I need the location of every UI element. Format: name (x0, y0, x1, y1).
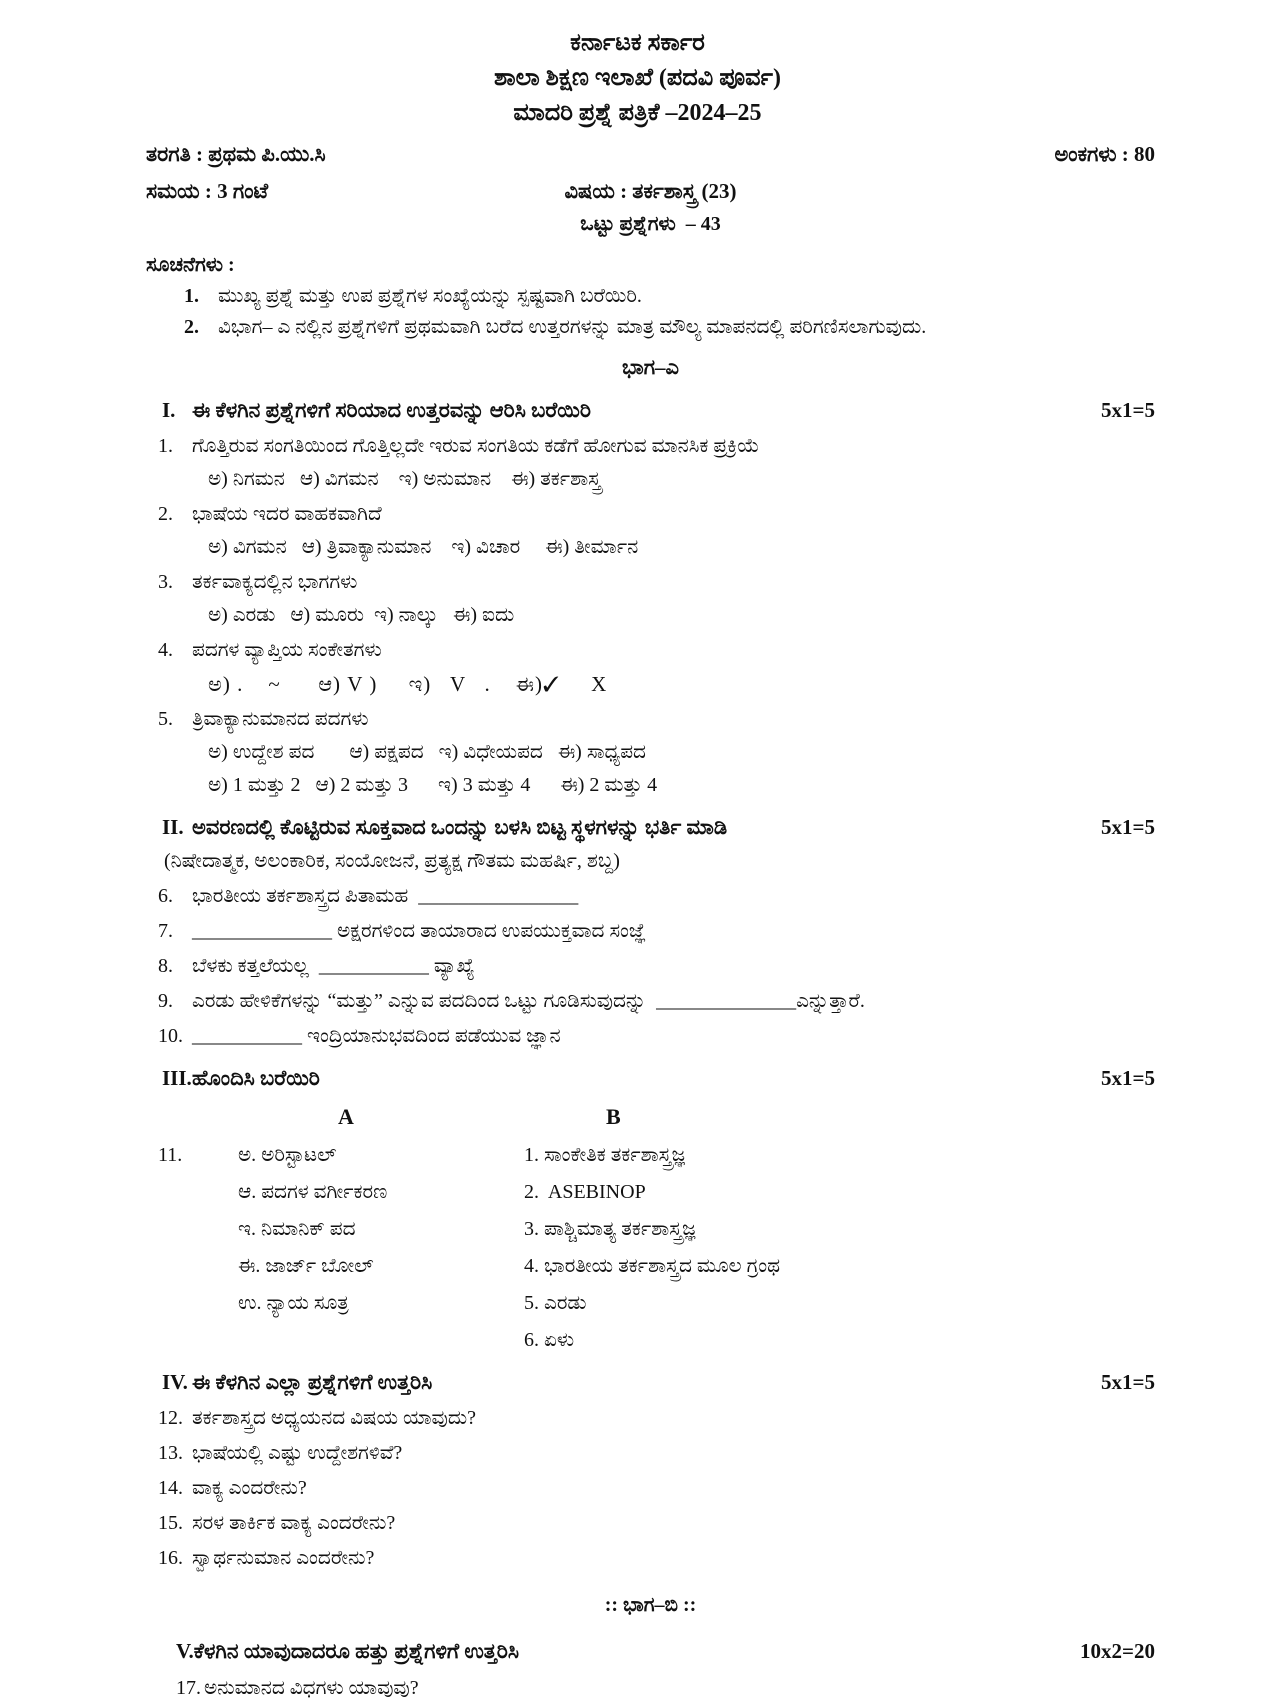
instructions-heading: ಸೂಚನೆಗಳು : (146, 254, 235, 277)
match-head-spacer (146, 1100, 196, 1134)
question-number: 17. (176, 1677, 201, 1700)
match-row (146, 1325, 1155, 1356)
question-number: 4. (158, 638, 173, 661)
section-2-heading (146, 811, 1155, 844)
question-row (146, 567, 1155, 598)
question-row (146, 635, 1155, 666)
instruction-text: ವಿಭಾಗ– ಎ ನಲ್ಲಿನ ಪ್ರಶ್ನೆಗಳಿಗೆ ಪ್ರಥಮವಾಗಿ ಬರೆದ ಉತ್ತರಗಳನ್ನು ಮಾತ್ರ ಮೌಲ್ಯ ಮಾಪನದಲ್ಲಿ ಪರಿಗಣಿಸಲಾಗುವುದು. (218, 316, 927, 339)
question-row (146, 1021, 1155, 1052)
question-text: ______________ ಅಕ್ಷರಗಳಿಂದ ತಾಯಾರಾದ ಉಪಯುಕ್ತವಾದ ಸಂಜ್ಞೆ (192, 919, 646, 942)
section-marks: 5x1=5 (1101, 398, 1155, 423)
question-number: 13. (158, 1441, 183, 1464)
column-a-item: ಆ. ಪದಗಳ ವರ್ಗೀಕರಣ (238, 1181, 388, 1204)
instructions-block (146, 250, 1155, 343)
question-row (146, 951, 1155, 982)
question-text: ಸ್ವಾರ್ಥನುಮಾನ ಎಂದರೇನು? (192, 1546, 375, 1569)
match-num-spacer (146, 1177, 196, 1208)
option-line: ಅ) 1 ಮತ್ತು 2 ಆ) 2 ಮತ್ತು 3 ಇ) 3 ಮತ್ತು 4 ಈ) 2 ಮತ್ತು 4 (208, 774, 658, 797)
instruction-number: 1. (184, 285, 199, 308)
word-bank: (ನಿಷೇದಾತ್ಮಕ, ಅಲಂಕಾರಿಕ, ಸಂಯೋಜನೆ, ಪ್ರತ್ಯಕ್ಷ ಗೌತಮ ಮಹರ್ಷಿ, ಶಬ್ದ) (164, 849, 620, 872)
question-text: ಸರಳ ತಾರ್ಕಿಕ ವಾಕ್ಯ ಎಂದರೇನು? (192, 1511, 396, 1534)
column-b-header: B (606, 1104, 621, 1130)
question-text: ಎರಡು ಹೇಳಿಕೆಗಳನ್ನು “ಮತ್ತು” ಎನ್ನುವ ಪದದಿಂದ ಒಟ್ಟು ಗೂಡಿಸುವುದನ್ನು ______________ಎನ್ನುತ್ತಾರೆ. (192, 989, 865, 1012)
match-row (146, 1214, 1155, 1245)
match-num-spacer (146, 1288, 196, 1319)
match-row (146, 1140, 1155, 1171)
option-line: ಅ) ಎರಡು ಆ) ಮೂರು ಇ) ನಾಲ್ಕು ಈ) ಐದು (208, 603, 515, 626)
column-a-item: ಇ. ನಿಮಾನಿಕ್ ಪದ (238, 1218, 356, 1241)
question-number: 1. (158, 434, 173, 457)
option-line: ಅ) ಉದ್ದೇಶ ಪದ ಆ) ಪಕ್ಷಪದ ಇ) ವಿಧೇಯಪದ ಈ) ಸಾಧ್ಯಪದ (208, 741, 646, 764)
question-number: 6. (158, 884, 173, 907)
column-a-header: A (338, 1104, 354, 1130)
question-number: 8. (158, 954, 173, 977)
question-row (146, 1508, 1155, 1539)
column-b-item: 1. ಸಾಂಕೇತಿಕ ತರ್ಕಶಾಸ್ತ್ರಜ್ಞ (524, 1144, 685, 1167)
question-text: ತರ್ಕವಾಕ್ಯದಲ್ಲಿನ ಭಾಗಗಳು (192, 570, 358, 593)
section-number: V. (176, 1638, 194, 1663)
column-b-item: 5. ಎರಡು (524, 1292, 587, 1315)
section-number: I. (162, 398, 176, 423)
question-text: ವಾಕ್ಯ ಎಂದರೇನು? (192, 1476, 307, 1499)
paper-header (0, 26, 1275, 130)
section-title: ಅವರಣದಲ್ಲಿ ಕೊಟ್ಟಿರುವ ಸೂಕ್ತವಾದ ಒಂದನ್ನು ಬಳಸಿ ಬಿಟ್ಟ ಸ್ಥಳಗಳನ್ನು ಭರ್ತಿ ಮಾಡಿ (192, 815, 728, 840)
match-row (146, 1288, 1155, 1319)
question-number: 9. (158, 989, 173, 1012)
section-title: ಈ ಕೆಳಗಿನ ಪ್ರಶ್ನೆಗಳಿಗೆ ಸರಿಯಾದ ಉತ್ತರವನ್ನು ಆರಿಸಿ ಬರೆಯಿರಿ (192, 398, 591, 423)
section-marks: 5x1=5 (1101, 1370, 1155, 1395)
question-text: ಭಾಷೆಯಲ್ಲಿ ಎಷ್ಟು ಉದ್ದೇಶಗಳಿವೆ? (192, 1441, 403, 1464)
question-row (146, 916, 1155, 947)
match-num-spacer (146, 1214, 196, 1245)
instruction-text: ಮುಖ್ಯ ಪ್ರಶ್ನೆ ಮತ್ತು ಉಪ ಪ್ರಶ್ನೆಗಳ ಸಂಖ್ಯೆಯನ್ನು ಸ್ಪಷ್ಟವಾಗಿ ಬರೆಯಿರಿ. (218, 285, 642, 308)
column-b-item: 4. ಭಾರತೀಯ ತರ್ಕಶಾಸ್ತ್ರದ ಮೂಲ ಗ್ರಂಥ (524, 1255, 781, 1278)
section-title: ಈ ಕೆಳಗಿನ ಎಲ್ಲಾ ಪ್ರಶ್ನೆಗಳಿಗೆ ಉತ್ತರಿಸಿ (192, 1370, 433, 1395)
question-text: ತರ್ಕಶಾಸ್ತ್ರದ ಅಧ್ಯಯನದ ವಿಷಯ ಯಾವುದು? (192, 1406, 476, 1429)
question-number: 14. (158, 1476, 183, 1499)
meta-row-2 (146, 175, 1155, 208)
section-5-heading (146, 1635, 1155, 1668)
question-row (146, 1543, 1155, 1574)
question-text: ಬೆಳಕು ಕತ್ತಲೆಯಲ್ಲ ___________ ವ್ಯಾಖ್ಯೆ (192, 954, 475, 977)
class-label: ತರಗತಿ : ಪ್ರಥಮ ಪಿ.ಯು.ಸಿ (146, 142, 326, 167)
part-a-heading: ಭಾಗ–ಎ (621, 355, 680, 380)
government-title: ಕರ್ನಾಟಕ ಸರ್ಕಾರ (570, 30, 705, 56)
column-a-item: ಅ. ಅರಿಸ್ಟಾಟಲ್ (238, 1144, 337, 1167)
column-a-empty (196, 1325, 496, 1356)
question-number: 7. (158, 919, 173, 942)
column-a-item: ಈ. ಜಾರ್ಜ್ ಬೋಲ್ (238, 1255, 374, 1278)
question-number: 5. (158, 708, 173, 731)
question-row (146, 431, 1155, 462)
question-row (146, 499, 1155, 530)
paper-title: ಮಾದರಿ ಪ್ರಶ್ನೆ ಪತ್ರಿಕೆ –2024–25 (513, 99, 762, 126)
option-line-symbols: ಅ) . ~ ಆ) V ) ಇ) V . ಈ)✓ X (208, 671, 608, 696)
question-text: ___________ ಇಂದ್ರಿಯಾನುಭವದಿಂದ ಪಡೆಯುವ ಜ್ಞಾನ (192, 1024, 561, 1047)
column-a-item: ಉ. ನ್ಯಾಯ ಸೂತ್ರ (238, 1292, 349, 1315)
section-number: IV. (162, 1370, 188, 1395)
total-questions-label: ಒಟ್ಟು ಪ್ರಶ್ನೆಗಳು – 43 (580, 213, 721, 236)
section-1-heading (146, 394, 1155, 427)
column-b-item: 3. ಪಾಶ್ಚಿಮಾತ್ಯ ತರ್ಕಶಾಸ್ತ್ರಜ್ಞ (524, 1218, 696, 1241)
match-row (146, 1251, 1155, 1282)
question-number: 11. (158, 1144, 183, 1167)
instruction-item (184, 281, 1155, 312)
department-title: ಶಾಲಾ ಶಿಕ್ಷಣ ಇಲಾಖೆ (ಪದವಿ ಪೂರ್ವ) (494, 64, 781, 91)
match-num-spacer (146, 1325, 196, 1356)
meta-row-1 (146, 138, 1155, 171)
max-marks-label: ಅಂಕಗಳು : 80 (1054, 142, 1155, 167)
question-number: 3. (158, 570, 173, 593)
match-row (146, 1177, 1155, 1208)
section-marks: 5x1=5 (1101, 1065, 1155, 1090)
question-text: ಭಾಷೆಯ ಇದರ ವಾಹಕವಾಗಿದೆ (192, 502, 382, 525)
matching-headers (146, 1100, 1155, 1134)
question-number: 16. (158, 1546, 183, 1569)
question-row (146, 986, 1155, 1017)
meta-spacer (737, 175, 1156, 208)
instruction-number: 2. (184, 316, 199, 339)
question-row (146, 704, 1155, 735)
instruction-item (184, 312, 1155, 343)
question-row (146, 1673, 1155, 1704)
time-label: ಸಮಯ : 3 ಗಂಟೆ (146, 178, 269, 203)
question-number: 12. (158, 1406, 183, 1429)
question-number: 2. (158, 502, 173, 525)
section-title: ಹೊಂದಿಸಿ ಬರೆಯಿರಿ (192, 1065, 320, 1090)
column-b-item: 2. ASEBINOP (524, 1181, 646, 1204)
matching-table (146, 1100, 1155, 1356)
section-number: III. (162, 1065, 192, 1090)
section-3-heading (146, 1062, 1155, 1095)
question-number: 15. (158, 1511, 183, 1534)
question-row (146, 1403, 1155, 1434)
part-b-heading: :: ಭಾಗ–ಬಿ :: (604, 1593, 697, 1616)
section-marks: 5x1=5 (1101, 815, 1155, 840)
section-4-heading (146, 1366, 1155, 1399)
option-line: ಅ) ವಿಗಮನ ಆ) ತ್ರಿವಾಕ್ಯಾನುಮಾನ ಇ) ವಿಚಾರ ಈ) ತೀರ್ಮಾನ (208, 535, 639, 558)
question-text: ಗೊತ್ತಿರುವ ಸಂಗತಿಯಿಂದ ಗೊತ್ತಿಲ್ಲದೇ ಇರುವ ಸಂಗತಿಯ ಕಡೆಗೆ ಹೋಗುವ ಮಾನಸಿಕ ಪ್ರಕ್ರಿಯೆ (192, 434, 760, 457)
question-text: ತ್ರಿವಾಕ್ಯಾನುಮಾನದ ಪದಗಳು (192, 708, 369, 731)
question-text: ಭಾರತೀಯ ತರ್ಕಶಾಸ್ತ್ರದ ಪಿತಾಮಹ ________________ (192, 884, 579, 907)
match-num-spacer (146, 1251, 196, 1282)
question-row (146, 1473, 1155, 1504)
option-line: ಅ) ನಿಗಮನ ಆ) ವಿಗಮನ ಇ) ಅನುಮಾನ ಈ) ತರ್ಕಶಾಸ್ತ್ರ (208, 467, 602, 490)
section-marks: 10x2=20 (1080, 1638, 1155, 1663)
subject-label: ವಿಷಯ : ತರ್ಕಶಾಸ್ತ್ರ (23) (564, 178, 737, 203)
question-row (146, 1438, 1155, 1469)
section-number: II. (162, 815, 184, 840)
question-text: ಪದಗಳ ವ್ಯಾಪ್ತಿಯ ಸಂಕೇತಗಳು (192, 638, 382, 661)
section-title: ಕೆಳಗಿನ ಯಾವುದಾದರೂ ಹತ್ತು ಪ್ರಶ್ನೆಗಳಿಗೆ ಉತ್ತರಿಸಿ (193, 1638, 519, 1663)
question-number: 10. (158, 1024, 183, 1047)
column-b-item: 6. ಏಳು (524, 1329, 575, 1352)
question-text: ಅನುಮಾನದ ವಿಧಗಳು ಯಾವುವು? (204, 1677, 419, 1700)
question-row (146, 881, 1155, 912)
